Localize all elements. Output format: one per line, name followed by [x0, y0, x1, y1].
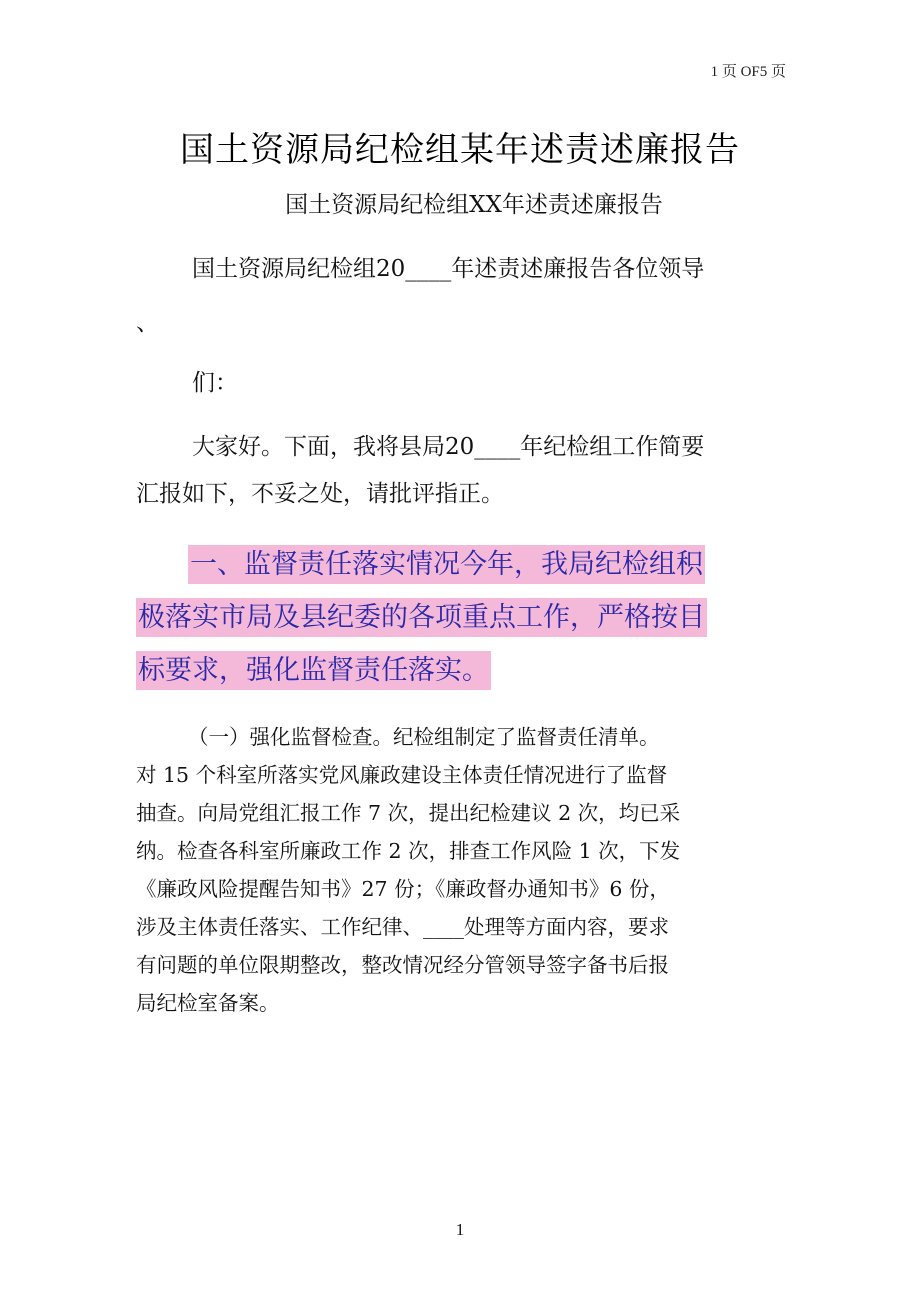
body-line: 《廉政风险提醒告知书》27 份；《廉政督办通知书》6 份，: [136, 877, 670, 901]
document-subtitle: 国土资源局纪检组XX年述责述廉报告: [285, 192, 663, 218]
section-body-paragraph: [136, 718, 786, 1022]
intro-paragraph-line: 大家好。下面，我将县局20____年纪检组工作简要: [192, 434, 705, 460]
body-line: 涉及主体责任落实、工作纪律、____处理等方面内容，要求: [136, 915, 669, 939]
section-heading-highlighted: [136, 538, 776, 697]
page-number: 1: [455, 1220, 465, 1239]
document-title: 国土资源局纪检组某年述责述廉报告: [180, 130, 740, 170]
salutation-line: 国土资源局纪检组20____年述责述廉报告各位领导: [192, 256, 705, 282]
body-line: 有问题的单位限期整改，整改情况经分管领导签字备书后报: [136, 953, 669, 977]
body-line: 对 15 个科室所落实党风廉政建设主体责任情况进行了监督: [136, 763, 668, 787]
salutation-punctuation: 、: [136, 310, 159, 336]
intro-paragraph-line: 汇报如下，不妥之处，请批评指正。: [136, 481, 504, 507]
section-heading-line: 一、监督责任落实情况今年，我局纪检组积: [188, 545, 705, 584]
section-heading-line: 标要求，强化监督责任落实。: [136, 651, 491, 690]
section-heading-line: 极落实市局及县纪委的各项重点工作，严格按目: [136, 598, 707, 637]
page-indicator: 1 页 OF5 页: [710, 64, 786, 80]
body-line: 抽查。向局党组汇报工作 7 次，提出纪检建议 2 次，均已采: [136, 801, 681, 825]
salutation-line: 们：: [192, 370, 238, 396]
body-line: （一）强化监督检查。纪检组制定了监督责任清单。: [188, 725, 660, 749]
body-line: 局纪检室备案。: [136, 991, 280, 1015]
body-line: 纳。检查各科室所廉政工作 2 次，排查工作风险 1 次，下发: [136, 839, 681, 863]
